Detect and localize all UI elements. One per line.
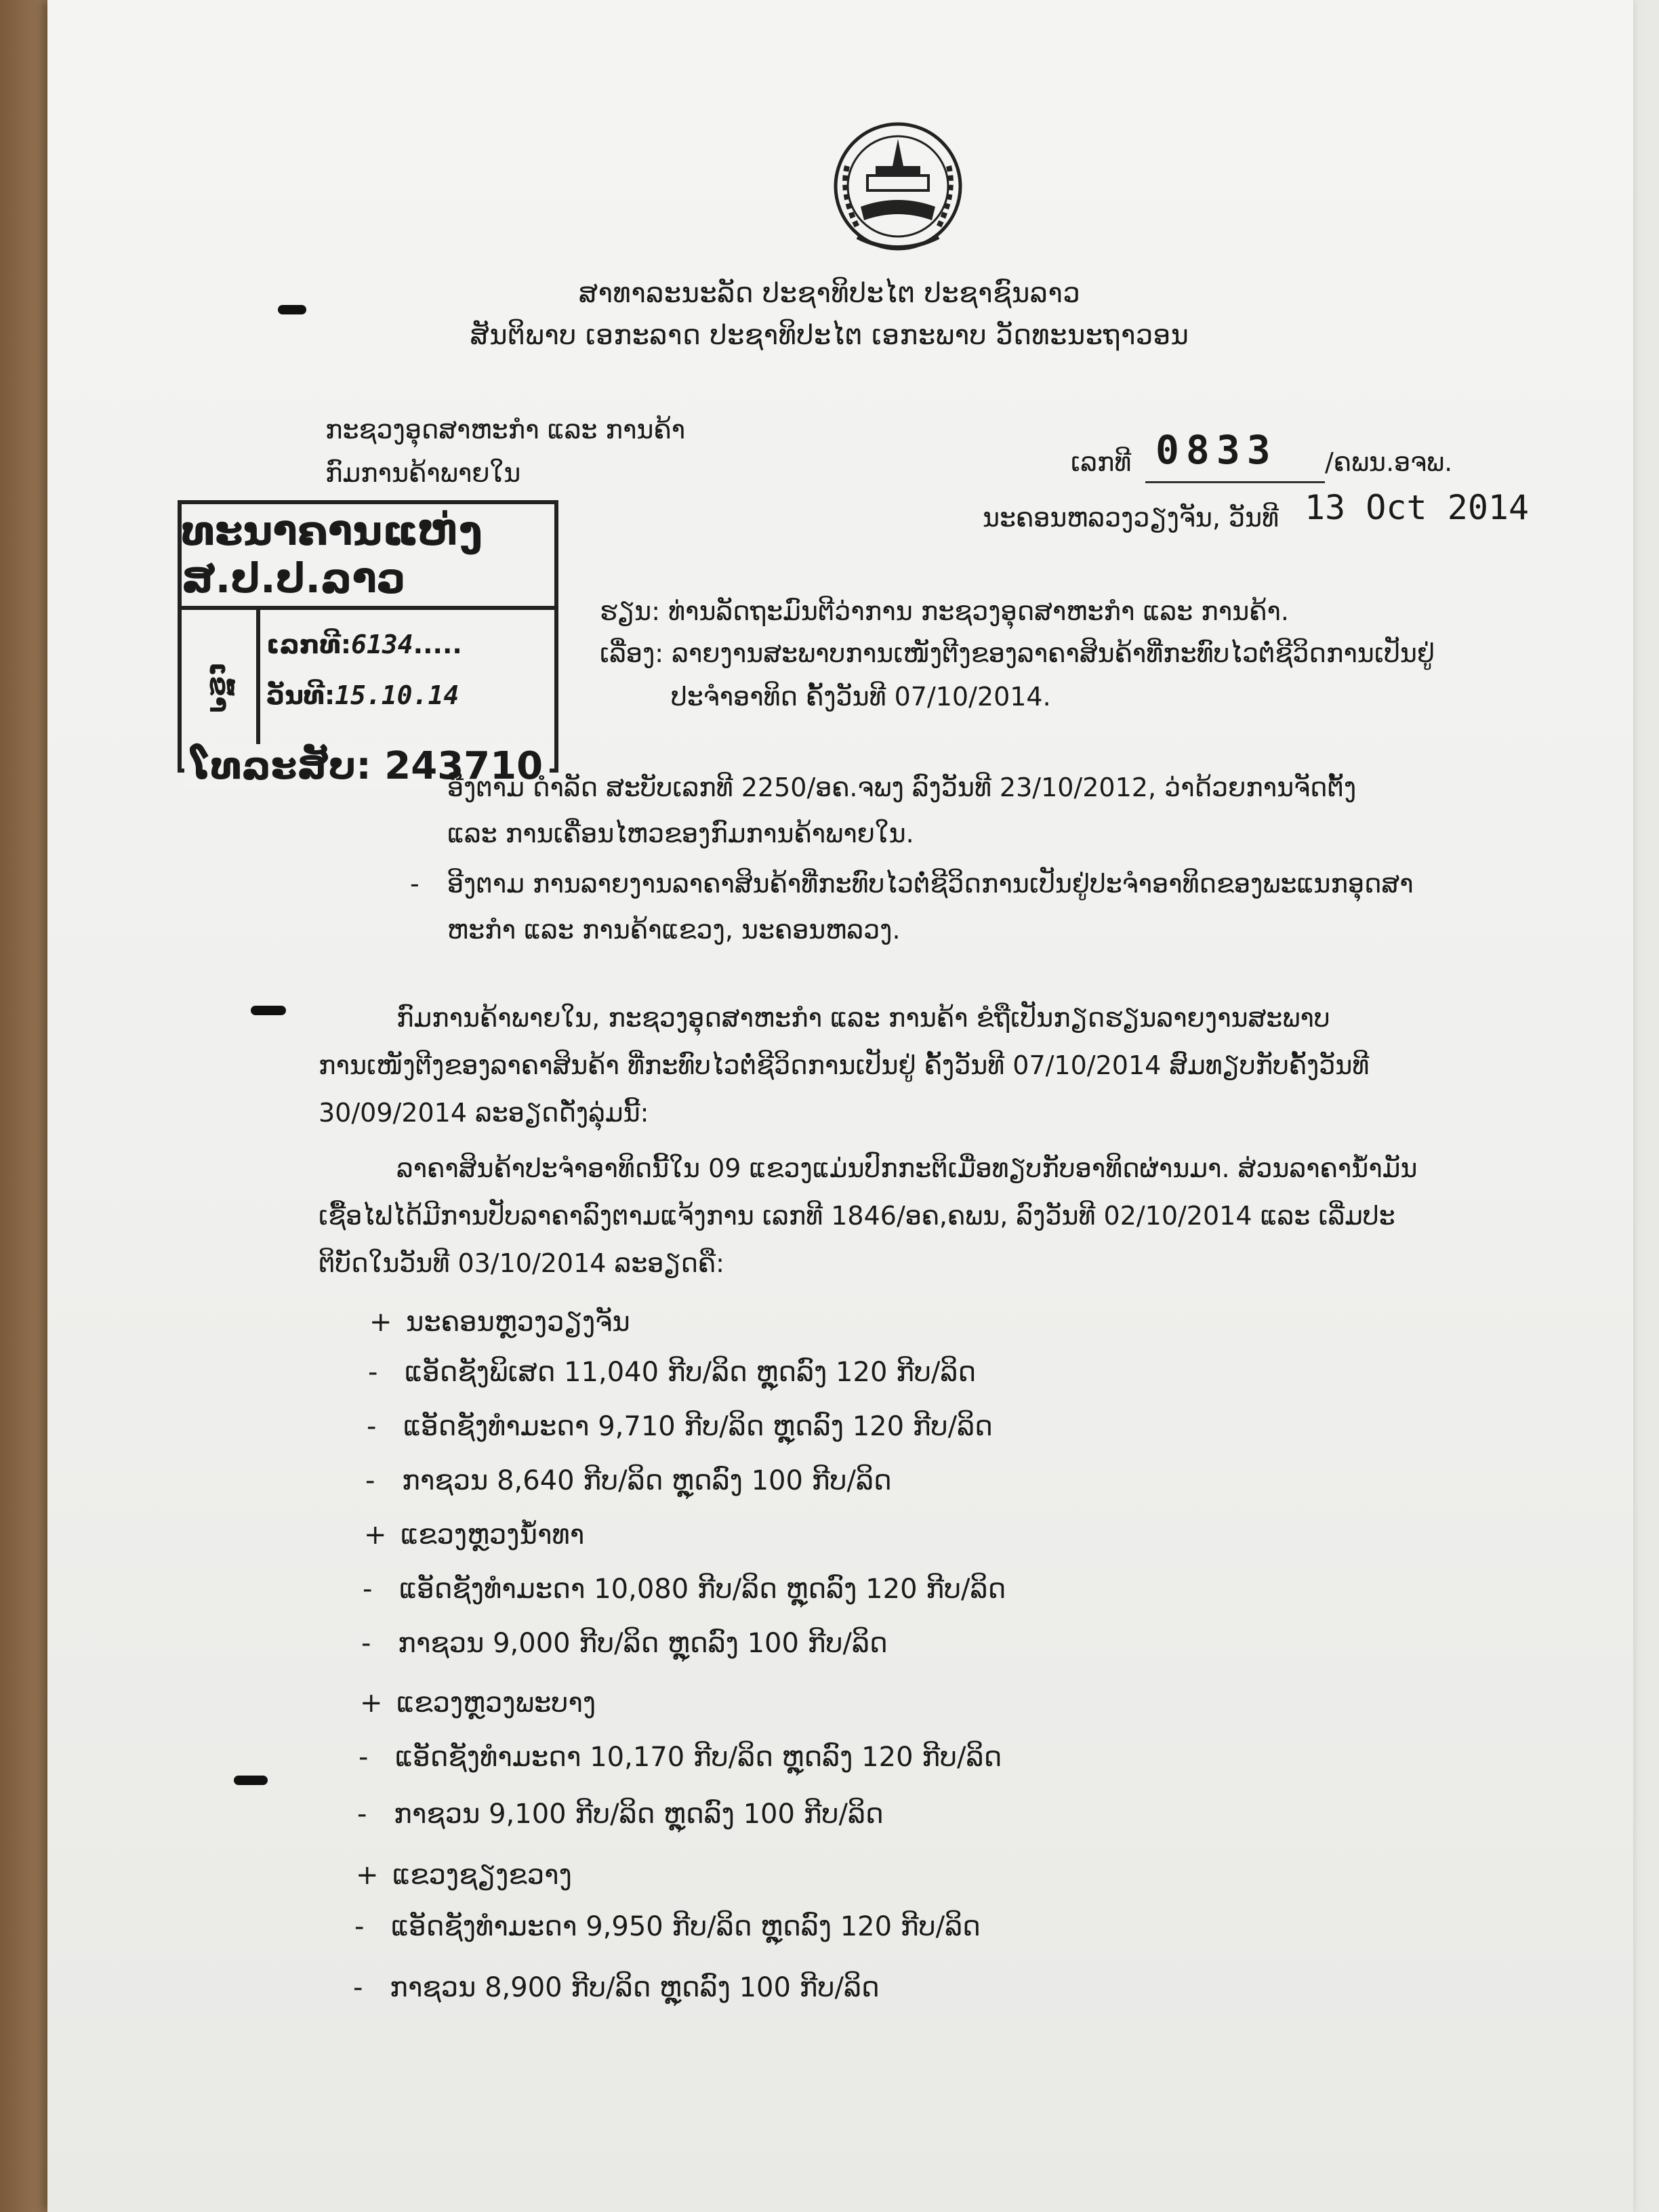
paragraph-1-line-1: ກົມການຄ້າພາຍໃນ, ກະຊວງອຸດສາຫະກຳ ແລະ ການຄ້າ ຂໍຖືເປັນກຽດຮຽນລາຍງານສະພາບ [396,1003,1330,1033]
paragraph-2-line-1: ລາຄາສິນຄ້າປະຈຳອາທິດນີ້ໃນ 09 ແຂວງແມ່ນປົກກະຕິເມື່ອທຽບກັບອາທິດຜ່ານມາ. ສ່ວນລາຄານ້ຳມັນ [396,1153,1418,1183]
recipient-line: ຮຽນ: ທ່ານລັດຖະມົນຕີວ່າການ ກະຊວງອຸດສາຫະກຳ ແລະ ການຄ້າ. [600,596,1289,626]
reference-date-value: 13 Oct 2014 [1305,488,1530,527]
received-stamp [178,500,558,773]
punch-mark [234,1776,268,1785]
basis-item-1-line-1: ອີງຕາມ ດຳລັດ ສະບັບເລກທີ 2250/ອຄ.ຈພງ ລົງວັນທີ 23/10/2012, ວ່າດ້ວຍການຈັດຕັ້ງ [447,773,1357,802]
punch-mark [251,1006,286,1015]
stamp-phone-label: ໂທລະສັບ: [191,744,371,788]
stamp-title: ທະນາຄານແຫ່ງສ.ປ.ປ.ລາວ [182,504,554,610]
national-emblem [820,119,976,264]
stamp-number: ເລກທີ:6134..... [266,630,462,659]
basis-item-2-line-2: ຫະກຳ ແລະ ການຄ້າແຂວງ, ນະຄອນຫລວງ. [447,915,901,945]
sender-department: ກົມການຄ້າພາຍໃນ [325,458,521,488]
stamp-date-value: 15.10.14 [335,680,459,710]
basis-item-2-bullet: - [410,869,419,899]
reference-number-suffix: /ຄພນ.ອຈພ. [1325,447,1453,477]
price-list-item: - ແອັດຊັງພິເສດ 11,040 ກີບ/ລິດ ຫຼຸດລົງ 120 ກີບ/ລິດ [368,1357,977,1388]
reference-number-label: ເລກທີ [1071,447,1132,477]
price-list-item: - ກາຊວນ 9,000 ກີບ/ລິດ ຫຼຸດລົງ 100 ກີບ/ລິດ [361,1628,888,1659]
stamp-number-label: ເລກທີ: [266,630,352,659]
price-list-item: - ແອັດຊັງທຳມະດາ 10,080 ກີບ/ລິດ ຫຼຸດລົງ 120 ກີບ/ລິດ [363,1574,1006,1605]
price-list-item: - ກາຊວນ 8,900 ກີບ/ລິດ ຫຼຸດລົງ 100 ກີບ/ລິດ [353,1972,880,2003]
price-list-item: - ແອັດຊັງທຳມະດາ 9,710 ກີບ/ລິດ ຫຼຸດລົງ 120 ກີບ/ລິດ [367,1411,993,1442]
price-list-item: - ແອັດຊັງທຳມະດາ 9,950 ກີບ/ລິດ ຫຼຸດລົງ 120 ກີບ/ລິດ [354,1911,981,1942]
subject-line-1: ເລື່ອງ: ລາຍງານສະພາບການເໜັງຕີງຂອງລາຄາສິນຄ້າທີ່ກະທົບໄວຕໍ່ຊີວິດການເປັນຢູ່ [600,638,1435,668]
price-list-item: - ກາຊວນ 8,640 ກີບ/ລິດ ຫຼຸດລົງ 100 ກີບ/ລິດ [365,1465,892,1496]
stamp-phone-value: 243710 [384,744,544,788]
reference-underline [1145,481,1325,483]
stamp-side-label: ເຂົ້າ [182,606,260,769]
paragraph-2-line-3: ຕິບັດໃນວັນທີ 03/10/2014 ລະອຽດຄື: [319,1248,724,1278]
price-list-item: + ແຂວງຫຼວງພະບາງ [360,1687,596,1719]
price-list-item: - ກາຊວນ 9,100 ກີບ/ລິດ ຫຼຸດລົງ 100 ກີບ/ລິດ [357,1799,884,1830]
stamp-date [266,680,459,710]
reference-date-label: ນະຄອນຫລວງວຽງຈັນ, ວັນທີ [983,503,1279,533]
reference-number-value: 0833 [1155,427,1277,473]
paragraph-1-line-3: 30/09/2014 ລະອຽດດັ່ງລຸ່ມນີ້: [319,1098,649,1128]
header-motto: ສັນຕິພາບ ເອກະລາດ ປະຊາທິປະໄຕ ເອກະພາບ ວັດທະນະຖາວອນ [470,320,1189,351]
basis-item-1-line-2: ແລະ ການເຄື່ອນໄຫວຂອງກົມການຄ້າພາຍໃນ. [447,819,914,848]
stamp-number-value: 6134 [351,630,413,659]
price-list-item: + ແຂວງຫຼວງນ້ຳທາ [364,1519,585,1551]
basis-item-2-line-1: ອີງຕາມ ການລາຍງານລາຄາສິນຄ້າທີ່ກະທົບໄວຕໍ່ຊີວິດການເປັນຢູ່ປະຈຳອາທິດຂອງພະແນກອຸດສາ [447,869,1414,899]
price-list-item: + ແຂວງຊຽງຂວາງ [356,1860,572,1891]
sender-ministry: ກະຊວງອຸດສາຫະກຳ ແລະ ການຄ້າ [325,415,686,445]
header-country-name: ສາທາລະນະລັດ ປະຊາທິປະໄຕ ປະຊາຊົນລາວ [578,278,1081,309]
price-list-item: - ແອັດຊັງທຳມະດາ 10,170 ກີບ/ລິດ ຫຼຸດລົງ 120 ກີບ/ລິດ [359,1742,1002,1773]
price-list-item: + ນະຄອນຫຼວງວຽງຈັນ [369,1307,630,1338]
paragraph-2-line-2: ເຊື້ອໄຟໄດ້ມີການປັບລາຄາລົງຕາມແຈ້ງການ ເລກທີ 1846/ອຄ,ຄພນ, ລົງວັນທີ 02/10/2014 ແລະ ເລີ່ມປະ [319,1201,1395,1231]
subject-line-2: ປະຈຳອາທິດ ຄັ້ງວັນທີ 07/10/2014. [671,682,1051,712]
paragraph-1-line-2: ການເໜັງຕີງຂອງລາຄາສິນຄ້າ ທີ່ກະທົບໄວຕໍ່ຊີວິດການເປັນຢູ່ ຄັ້ງວັນທີ 07/10/2014 ສົມທຽບກັບຄັ້ງວັນທີ [319,1050,1370,1080]
stamp-date-label: ວັນທີ: [266,680,335,710]
